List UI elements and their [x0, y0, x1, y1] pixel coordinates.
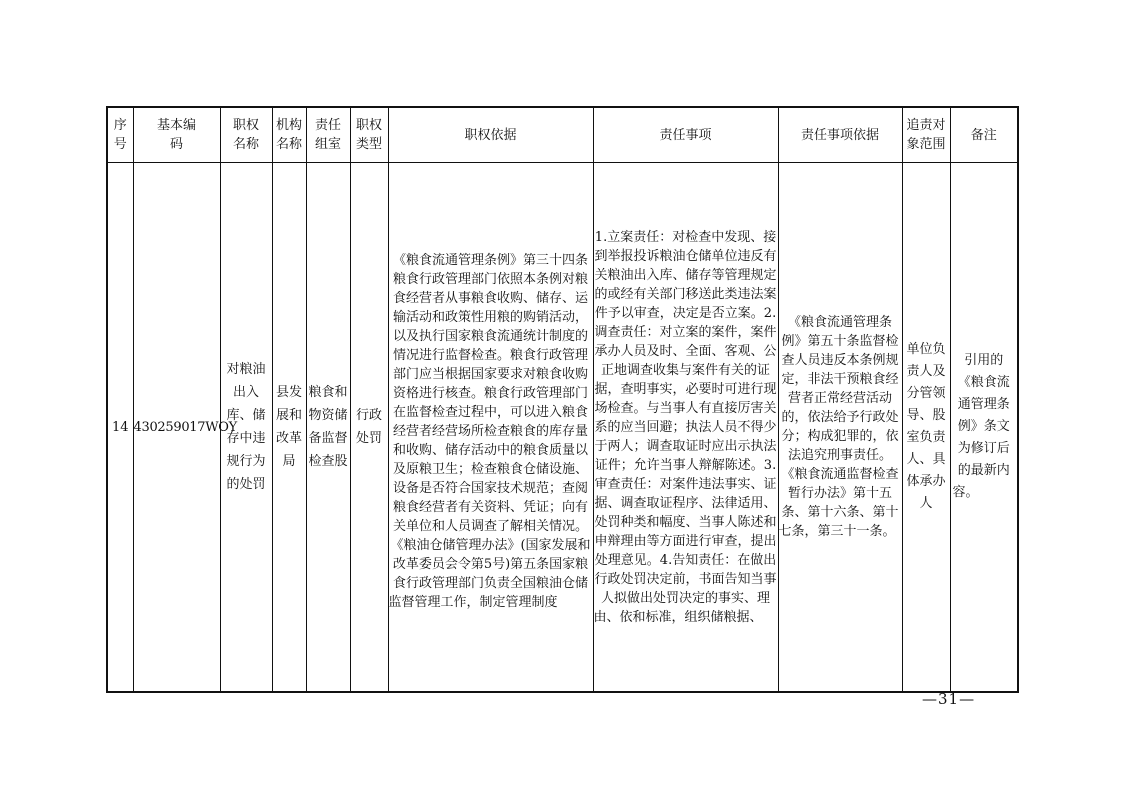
- header-seq: 序号: [107, 107, 133, 163]
- cell-org: 县发展和改革局: [272, 163, 306, 693]
- header-duties: 责任事项: [593, 107, 778, 163]
- cell-duties-basis: 《粮食流通管理条例》第五十条监督检查人员违反本条例规定，非法干预粮食经营者正常经营活动的，依法给予行政处分；构成犯罪的，依法追究刑事责任。《粮食流通监督检查暂行办法》第十五条、第十六条、第十七条，第三十一条。: [778, 163, 902, 693]
- header-type: 职权类型: [350, 107, 388, 163]
- header-duties-basis: 责任事项依据: [778, 107, 902, 163]
- cell-name: 对粮油出入库、储存中违规行为的处罚: [220, 163, 272, 693]
- cell-type: 行政处罚: [350, 163, 388, 693]
- header-row: [107, 107, 1018, 163]
- cell-basis: 《粮食流通管理条例》第三十四条粮食行政管理部门依照本条例对粮食经营者从事粮食收购、储存、运输活动和政策性用粮的购销活动，以及执行国家粮食流通统计制度的情况进行监督检查。粮食行政管理部门应当根据国家要求对粮食收购资格进行核查。粮食行政管理部门在监督检查过程中，可以进入粮食经营者经营场所检查粮食的库存量和收购、储存活动中的粮食质量以及原粮卫生；检查粮食仓储设施、设备是否符合国家技术规范；查阅粮食经营者有关资料、凭证；向有关单位和人员调查了解相关情况。《粮油仓储管理办法》(国家发展和改革委员会令第5号)第五条国家粮食行政管理部门负责全国粮油仓储监督管理工作，制定管理制度: [388, 163, 593, 693]
- cell-seq: 14: [107, 163, 133, 693]
- cell-dept: 粮食和物资储备监督检查股: [306, 163, 350, 693]
- page-number: —31—: [922, 690, 976, 708]
- cell-duties: 1.立案责任：对检查中发现、接到举报投诉粮油仓储单位违反有关粮油出入库、储存等管理规定的或经有关部门移送此类违法案件予以审查，决定是否立案。2.调查责任：对立案的案件，案件承办人员及时、全面、客观、公正地调查收集与案件有关的证据，查明事实，必要时可进行现场检查。与当事人有直接厉害关系的应当回避；执法人员不得少于两人；调查取证时应出示执法证件；允许当事人辩解陈述。3.审查责任：对案件违法事实、证据、调查取证程序、法律适用、处罚种类和幅度、当事人陈述和申辩理由等方面进行审查，提出处理意见。4.告知责任：在做出行政处罚决定前，书面告知当事人拟做出处罚决定的事实、理由、依和标准，组织储粮据、: [593, 163, 778, 693]
- cell-code: 430259017WOY: [133, 163, 220, 693]
- header-name: 职权名称: [220, 107, 272, 163]
- header-scope: 追责对象范围: [902, 107, 950, 163]
- cell-remarks: 引用的《粮食流通管理条例》条文为修订后的最新内容。: [950, 163, 1018, 693]
- header-remarks: 备注: [950, 107, 1018, 163]
- responsibility-table: [106, 106, 1019, 693]
- header-dept: 责任组室: [306, 107, 350, 163]
- header-org: 机构名称: [272, 107, 306, 163]
- cell-scope: 单位负责人及分管领导、股室负责人、具体承办人: [902, 163, 950, 693]
- table-row: [107, 163, 1018, 693]
- header-basis: 职权依据: [388, 107, 593, 163]
- header-code: 基本编码: [133, 107, 220, 163]
